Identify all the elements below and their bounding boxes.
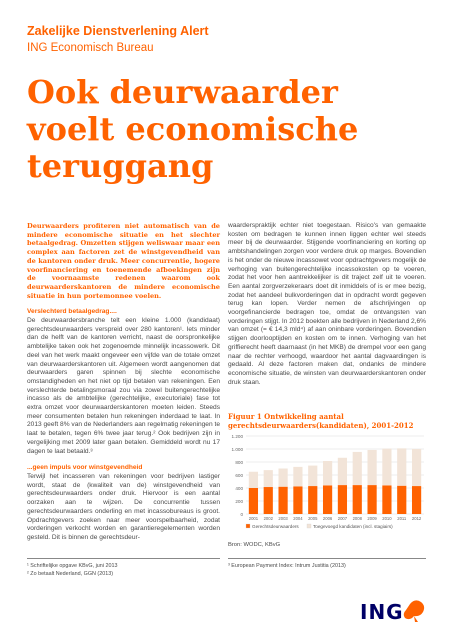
bar-kandidaten [278,469,287,487]
bar-kandidaten [367,450,376,485]
bar-kandidaten [323,461,332,485]
bar-gerechtsdeurwaarders [249,488,258,514]
bar-kandidaten [264,470,273,487]
bar-gerechtsdeurwaarders [367,485,376,514]
bar-gerechtsdeurwaarders [382,485,391,514]
title-line-2: voelt economische [27,110,359,148]
bar-gerechtsdeurwaarders [264,487,273,514]
x-tick-label: 2003 [278,516,288,521]
section-2-body: Terwijl het incasseren van rekeningen voor bedrijven lastiger wordt, staat de (kwaliteit van de) winstgevendheid van gerechtsdeurwaarders onder druk. Hiervoor is een aantal oorzaken aan te wijzen. De concurrentie tussen gerechtsdeurwaarders onderling en met incassobureaus is groot. Opdrachtgevers zoeken naar meer voorspelbaarheid, zodat vorderingen verkocht worden en garantieregelementen worden gesteld. Dit is binnen de gerechtsdeur- [27,472,220,541]
section-1-heading: Verslechterd betaalgedrag.... [27,308,117,316]
bar-chart [228,432,428,538]
footnotes-right [228,558,426,571]
title-line-3: teruggang [27,147,214,185]
bar-gerechtsdeurwaarders [308,486,317,514]
bar-gerechtsdeurwaarders [293,486,302,514]
y-tick-label: 1.000 [231,447,243,452]
x-tick-label: 2007 [337,516,348,521]
legend-label: Toegevoegd kandidaten (incl. stagiairs) [313,524,393,529]
legend-label: Gerechtsdeurwaarders [252,524,299,529]
x-tick-label: 2002 [263,516,273,521]
bar-kandidaten [308,466,317,486]
bar-kandidaten [382,449,391,486]
section-1-body: De deurwaardersbranche telt een kleine 1.000 (kandidaat) gerechtsdeurwaarders verspreid over 280 kantoren¹. Iets minder dan de helft van de kantoren verricht, naast de oorspronkelijke ambtelijke taken ook het zogenoemde minnelijk incassowerk. Dit deel van het werk maakt ongeveer een vijfde van de totale omzet van deurwaarderskantoren uit. Algemeen wordt aangenomen dat deurwaarders garen spinnen bij slechte economische omstandigheden en het niet op tijd betalen van rekeningen. Een verslechterde betalingsmoraal zou via zowel buitengerechtelijke incasso als de ambtelijke (gerechtelijke, executoriale) fase tot extra omzet voor deurwaarderskantoren moeten leiden. Steeds meer consumenten betalen hun rekeningen inderdaad te laat. In 2013 geeft 8% van de Nederlanders aan regelmatig rekeningen te laat te betalen, tegen 6% twee jaar terug.² Ook bedrijven zijn in vergelijking met 2009 later gaan betalen. Gemiddeld wordt nu 17 dagen te laat betaald.³ [27,317,220,455]
bar-kandidaten [293,467,302,487]
x-tick-label: 2011 [397,516,407,521]
bar-gerechtsdeurwaarders [338,485,347,514]
x-tick-label: 2010 [382,516,392,521]
x-tick-label: 2012 [411,516,422,521]
bar-kandidaten [353,452,362,485]
x-tick-label: 2006 [322,516,333,521]
x-tick-label: 2008 [352,516,362,521]
x-tick-label: 2004 [293,516,303,521]
bar-gerechtsdeurwaarders [412,486,421,514]
figure-source: Bron: WODC, KBvG [228,542,281,548]
department-name: ING Economisch Bureau [27,42,154,54]
bar-gerechtsdeurwaarders [397,486,406,514]
right-column-body: waarderspraktijk echter niet toegestaan. Risico's van gemaakte kosten om bedragen te kunnen innen liggen echter wel steeds meer bij de deurwaarder. Stijgende voorfinanciering en korting op ambtshandelingen zorgen voor verdere druk op marges. Bovendien is het onder de nieuwe incassowet voor opdrachtgevers mogelijk de verhoging van buitengerechtelijke incassokosten op te voeren, zodat het voor hen aantrekkelijker is dit traject zelf uit te voeren. Een aantal zorgverzekeraars doet dit inmiddels of is er mee bezig, zodat het aandeel bulkvorderingen dat in opdracht wordt gegeven terug kan lopen. Verder nemen de afschrijvingen op voorgefinancierde bedragen toe, omdat de ontvangsten van vorderingen stijgt. In 2012 boekten alle bedrijven in Nederland 2,6% van omzet (= € 14,3 mld⁴) af aan oninbare vorderingen. Bovendien stijgen doorlooptijden en kosten om te innen. Verhoging van het griffierecht heeft daarnaast (in het MKB) de drempel voor een gang naar de rechter verhoogd, waardoor het aantal dagvaardingen is gedaald. Al deze factoren maken dat, ondanks de mindere economische situatie, de winsten van deurwaarderskantoren onder druk staan. [228,222,426,386]
footnote-2: ² Zo betaalt Nederland, GGN (2013) [27,570,113,577]
legend-swatch [307,524,311,528]
bar-kandidaten [412,449,421,486]
legend-swatch [246,524,250,528]
footnote-1: ¹ Schriftelijke opgave KBvG, juni 2013 [27,563,118,569]
ing-logo-text: ING [360,600,404,624]
bar-kandidaten [249,472,258,488]
bar-gerechtsdeurwaarders [278,487,287,514]
figure-title: Figuur 1 Ontwikkeling aantal gerechtsdeurwaarders(kandidaten), 2001-2012 [228,412,414,430]
x-tick-label: 2009 [367,516,377,521]
left-column [27,222,220,543]
title-line-1: Ook deurwaarder [27,73,338,111]
bar-gerechtsdeurwaarders [323,485,332,514]
y-tick-label: 600 [235,473,243,478]
y-tick-label: 200 [235,499,243,504]
bar-gerechtsdeurwaarders [353,485,362,514]
footnotes-left [27,558,220,578]
footnote-3: ³ European Payment Index: Intrum Justitia (2013) [228,563,346,569]
right-column [228,222,426,387]
y-tick-label: 800 [235,460,243,465]
bar-kandidaten [338,458,347,485]
y-tick-label: 400 [235,486,243,491]
intro-paragraph: Deurwaarders profiteren niet automatisch van de mindere economische situatie en het slechter betaalgedrag. Omzetten stijgen weliswaar maar een complex aan factoren zet de winstgevendheid van de kantoren onder druk. Meer concurrentie, hogere voorfinanciering en toenemende afboekingen zijn de voornaamste redenen waarom ook deurwaarderskantoren de mindere economische situatie in hun portemonnee voelen. [27,222,220,300]
bar-kandidaten [397,448,406,485]
section-2-heading: ...geen impuls voor winstgevendheid [27,464,143,472]
x-tick-label: 2001 [248,516,259,521]
series-title: Zakelijke Dienstverlening Alert [27,24,209,38]
y-tick-label: 0 [240,512,243,517]
page-title [27,74,437,185]
y-tick-label: 1.200 [231,434,243,439]
x-tick-label: 2005 [308,516,318,521]
